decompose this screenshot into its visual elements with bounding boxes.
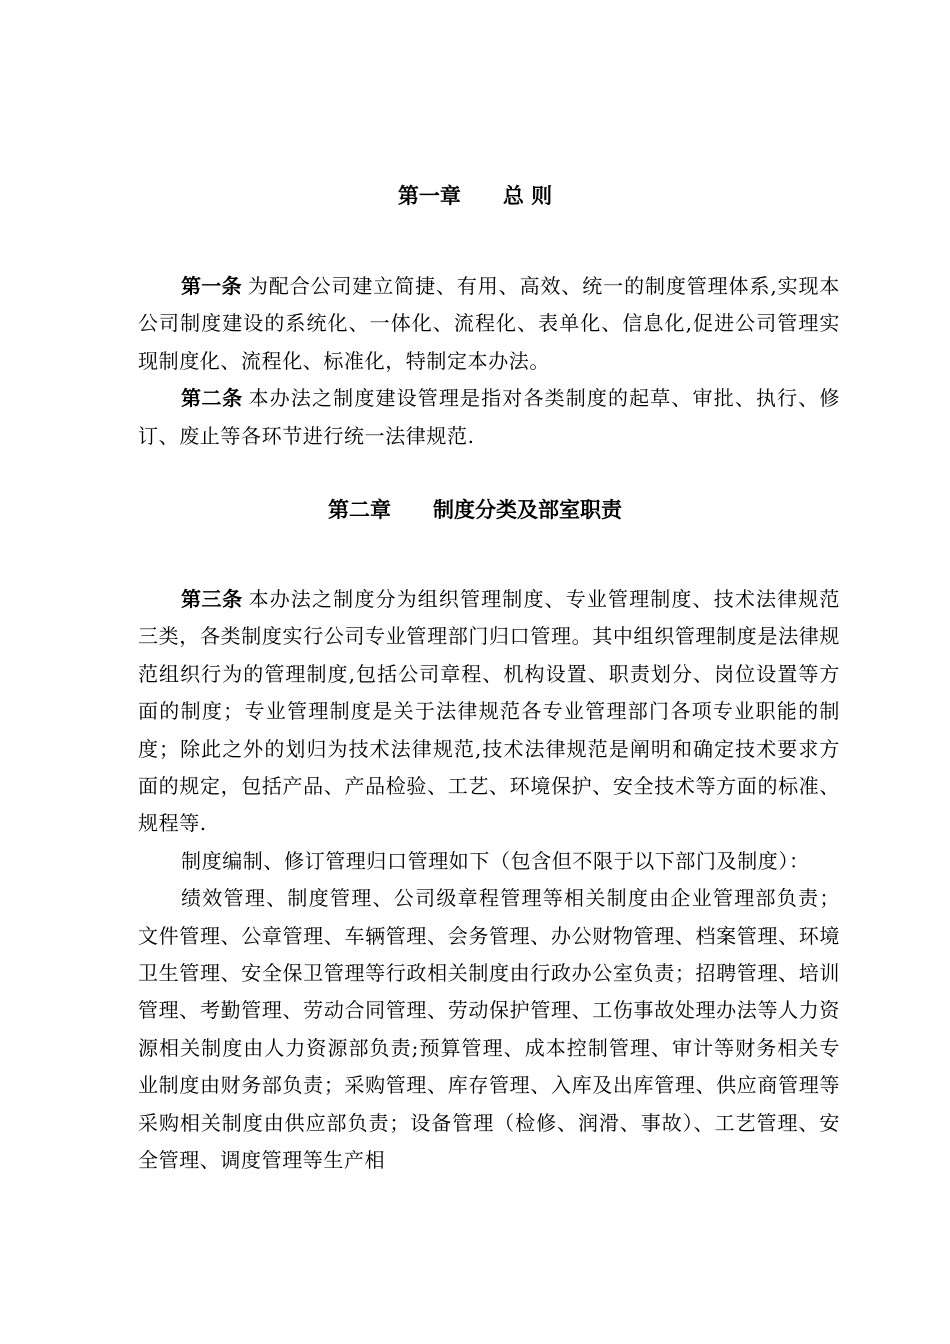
- article-text: 为配合公司建立简捷、有用、高效、统一的制度管理体系,实现本公司制度建设的系统化、一体化、流程化、表单化、信息化,促进公司管理实现制度化、流程化、标准化，特制定本办法。: [138, 274, 841, 373]
- chapter-2-body: [138, 581, 840, 1180]
- article-text: 本办法之制度建设管理是指对各类制度的起草、审批、执行、修订、废止等各环节进行统一法律规范.: [138, 386, 840, 448]
- article-label: 第二条: [181, 386, 243, 411]
- article-label: 第三条: [181, 587, 243, 611]
- chapter-1-title: 第一章 总 则: [397, 184, 553, 208]
- chapter-1-body: [138, 268, 840, 455]
- article-1: [138, 268, 840, 380]
- chapter-2-title: 第二章 制度分类及部室职责: [328, 498, 622, 522]
- article-3: [138, 581, 840, 843]
- paragraph-management-intro: 制度编制、修订管理归口管理如下（包含但不限于以下部门及制度）：: [181, 848, 810, 873]
- paragraph-department-duties: 绩效管理、制度管理、公司级章程管理等相关制度由企业管理部负责；文件管理、公章管理、车辆管理、会务管理、办公财物管理、档案管理、环境卫生管理、安全保卫管理等行政相关制度由行政办公室负责；招聘管理、培训管理、考勤管理、劳动合同管理、劳动保护管理、工伤事故处理办法等人力资源相关制度由人力资源部负责;预算管理、成本控制管理、审计等财务相关专业制度由财务部负责；采购管理、库存管理、入库及出库管理、供应商管理等采购相关制度由供应部负责；设备管理（检修、润滑、事故）、工艺管理、安全管理、调度管理等生产相: [138, 886, 840, 1173]
- article-text: 本办法之制度分为组织管理制度、专业管理制度、技术法律规范三类，各类制度实行公司专业管理部门归口管理。其中组织管理制度是法律规范组织行为的管理制度,包括公司章程、机构设置、职责划分、岗位设置等方面的制度；专业管理制度是关于法律规范各专业管理部门各项专业职能的制度；除此之外的划归为技术法律规范,技术法律规范是阐明和确定技术要求方面的规定，包括产品、产品检验、工艺、环境保护、安全技术等方面的标准、规程等.: [138, 587, 840, 836]
- article-2: [138, 380, 840, 455]
- article-label: 第一条: [181, 274, 242, 298]
